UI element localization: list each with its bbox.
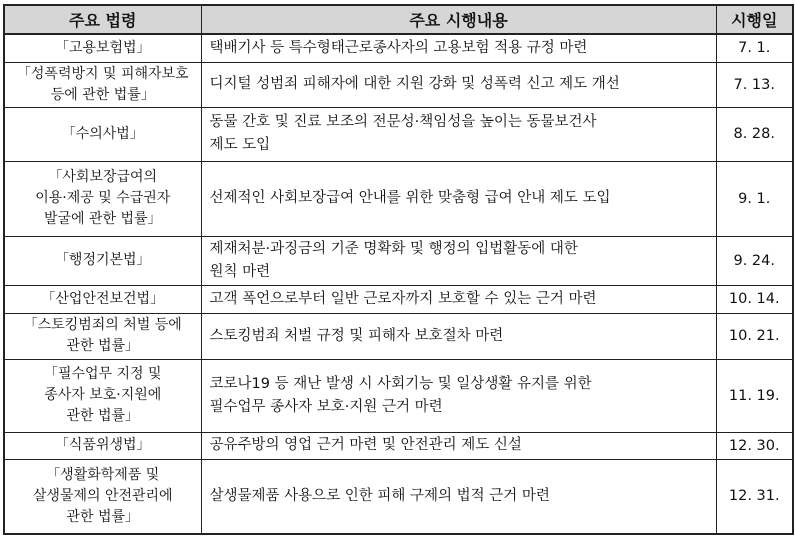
table-row <box>4 285 793 313</box>
law-name-line: 「산업안전보건법」 <box>41 290 165 307</box>
table-row <box>4 236 793 285</box>
law-name-cell <box>4 107 201 161</box>
header-date: 시행일 <box>716 5 793 34</box>
content-line: 제재처분·과징금의 기준 명확화 및 행정의 입법활동에 대한 <box>209 240 578 257</box>
content-cell <box>201 34 716 62</box>
law-name-line: 종사자 보호·지원에 <box>44 387 162 403</box>
law-name-cell <box>4 161 201 236</box>
header-law: 주요 법령 <box>4 5 201 34</box>
law-name-line: 「필수업무 지정 및 <box>43 366 162 382</box>
law-name-line: 「스토킹범죄의 처벌 등에 <box>23 317 182 333</box>
content-cell <box>201 161 716 236</box>
law-name-line: 「수의사법」 <box>61 125 144 142</box>
content-cell <box>201 236 716 285</box>
law-name-line: 「고용보험법」 <box>54 39 151 56</box>
content-cell <box>201 285 716 313</box>
header-row <box>4 5 793 34</box>
table-row <box>4 62 793 107</box>
law-name-line: 등에 관한 법률」 <box>50 86 155 103</box>
date-cell: 9. 1. <box>716 161 793 236</box>
content-line: 디지털 성범죄 피해자에 대한 지원 강화 및 성폭력 신고 제도 개선 <box>209 76 620 92</box>
header-content: 주요 시행내용 <box>201 5 716 34</box>
date-cell: 7. 13. <box>716 62 793 107</box>
date-cell: 8. 28. <box>716 107 793 161</box>
law-name-cell <box>4 359 201 432</box>
law-name-line: 살생물제의 안전관리에 <box>32 487 173 504</box>
table-row <box>4 161 793 236</box>
date-cell: 12. 30. <box>716 432 793 459</box>
table-row <box>4 359 793 432</box>
law-schedule-table <box>3 4 794 535</box>
law-name-cell <box>4 313 201 359</box>
date-cell: 10. 14. <box>716 285 793 313</box>
date-cell: 9. 24. <box>716 236 793 285</box>
law-name-line: 관한 법률」 <box>66 508 140 525</box>
content-line: 택배기사 등 특수형태근로종사자의 고용보험 적용 규정 마련 <box>209 39 588 56</box>
law-name-line: 「행정기본법」 <box>54 252 151 268</box>
table-row <box>4 432 793 459</box>
content-line: 고객 폭언으로부터 일반 근로자까지 보호할 수 있는 근거 마련 <box>209 290 597 307</box>
content-line: 제도 도입 <box>209 137 271 153</box>
law-name-cell <box>4 34 201 62</box>
law-name-line: 발굴에 관한 법률」 <box>43 211 162 227</box>
date-cell: 10. 21. <box>716 313 793 359</box>
content-cell <box>201 107 716 161</box>
content-line: 공유주방의 영업 근거 마련 및 안전관리 제도 신설 <box>209 437 522 453</box>
content-line: 동물 간호 및 진료 보조의 전문성·책임성을 높이는 동물보건사 <box>209 114 597 130</box>
law-name-cell <box>4 285 201 313</box>
law-name-line: 이용·제공 및 수급권자 <box>35 190 171 206</box>
table-row <box>4 107 793 161</box>
table-row <box>4 313 793 359</box>
law-name-line: 「성폭력방지 및 피해자보호 <box>16 65 189 82</box>
content-line: 원칙 마련 <box>209 263 271 280</box>
content-cell <box>201 459 716 534</box>
law-name-line: 관한 법률」 <box>66 408 140 424</box>
law-name-cell <box>4 459 201 534</box>
date-cell: 11. 19. <box>716 359 793 432</box>
law-name-line: 「식품위생법」 <box>54 437 151 453</box>
law-name-line: 「생활화학제품 및 <box>46 466 160 483</box>
law-name-line: 관한 법률」 <box>66 338 140 354</box>
table-row <box>4 459 793 534</box>
law-name-line: 「사회보장급여의 <box>48 169 158 185</box>
content-line: 살생물제품 사용으로 인한 피해 구제의 법적 근거 마련 <box>209 487 550 504</box>
content-cell <box>201 432 716 459</box>
law-name-cell <box>4 62 201 107</box>
table-row <box>4 34 793 62</box>
content-cell <box>201 313 716 359</box>
content-cell <box>201 359 716 432</box>
content-line: 선제적인 사회보장급여 안내를 위한 맞춤형 급여 안내 제도 도입 <box>209 190 611 206</box>
law-name-cell <box>4 236 201 285</box>
date-cell: 7. 1. <box>716 34 793 62</box>
content-line: 코로나19 등 재난 발생 시 사회기능 및 일상생활 유지를 위한 <box>209 375 592 392</box>
content-line: 필수업무 종사자 보호·지원 근거 마련 <box>209 398 443 415</box>
date-cell: 12. 31. <box>716 459 793 534</box>
law-name-cell <box>4 432 201 459</box>
content-line: 스토킹범죄 처벌 규정 및 피해자 보호절차 마련 <box>209 327 504 344</box>
content-cell <box>201 62 716 107</box>
